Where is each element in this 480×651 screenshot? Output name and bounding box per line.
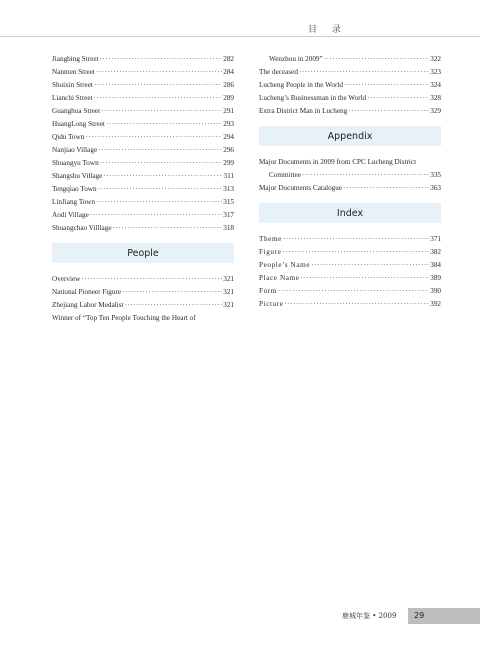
section-heading-people <box>52 243 234 263</box>
dot-leader <box>90 209 222 222</box>
toc-entry[interactable] <box>52 92 234 105</box>
toc-entry[interactable] <box>52 66 234 79</box>
section-heading-index <box>259 203 441 223</box>
toc-entry[interactable] <box>52 183 234 196</box>
toc-entry-label: Wenzhou in 2009” <box>269 55 323 63</box>
dot-leader <box>106 118 222 131</box>
toc-entry-label: Nanjiao Village <box>52 146 98 154</box>
toc-entry-page: 324 <box>430 81 441 89</box>
dot-leader <box>302 169 429 182</box>
dot-leader <box>101 105 222 118</box>
toc-entry-page: 311 <box>223 172 234 180</box>
toc-entry[interactable] <box>259 66 441 79</box>
toc-entry-label: Tengqiao Town <box>52 185 97 193</box>
section-title: Appendix <box>327 130 373 142</box>
toc-entry[interactable] <box>259 79 441 92</box>
toc-entry-label: Place Name <box>259 274 300 282</box>
dot-leader <box>96 196 222 209</box>
dot-leader <box>94 92 223 105</box>
toc-entry-page: 392 <box>430 300 441 308</box>
toc-entry[interactable] <box>52 157 234 170</box>
toc-entry-label: Jiangbing Street <box>52 55 99 63</box>
toc-entry-page: 299 <box>223 159 234 167</box>
dot-leader <box>113 222 223 235</box>
toc-entry[interactable] <box>52 170 234 183</box>
footer-publication: 鹿城年鉴 • 2009 <box>342 612 397 620</box>
toc-entry-page: 382 <box>430 248 441 256</box>
toc-entry-page: 384 <box>430 261 441 269</box>
dot-leader <box>98 183 223 196</box>
toc-entry-page: 390 <box>430 287 441 295</box>
toc-entry-page: 296 <box>223 146 234 154</box>
toc-entry[interactable] <box>259 169 441 182</box>
dot-leader <box>81 273 222 286</box>
dot-leader <box>324 53 430 66</box>
toc-entry[interactable] <box>259 246 441 259</box>
dot-leader <box>124 299 222 312</box>
toc-entry-page: 321 <box>223 275 234 283</box>
dot-leader <box>282 246 429 259</box>
toc-entry-page: 313 <box>223 185 234 193</box>
toc-entry-page: 315 <box>223 198 234 206</box>
toc-entry[interactable] <box>52 222 234 235</box>
toc-entry-page: 284 <box>223 68 234 76</box>
dot-leader <box>94 79 222 92</box>
header-rule <box>0 36 480 37</box>
toc-entry[interactable] <box>52 196 234 209</box>
toc-entry-label: Lucheng People in the World <box>259 81 343 89</box>
dot-leader <box>299 66 429 79</box>
toc-entry-page: 294 <box>223 133 234 141</box>
toc-entry-page: 286 <box>223 81 234 89</box>
toc-entry[interactable] <box>52 299 234 312</box>
toc-entry-page: 322 <box>430 55 441 63</box>
toc-entry[interactable] <box>52 118 234 131</box>
toc-entry[interactable] <box>52 79 234 92</box>
dot-leader <box>285 298 430 311</box>
toc-entry-page: 321 <box>223 288 234 296</box>
toc-entry-label: People’s Name <box>259 261 311 269</box>
toc-entry-label: Major Documents Catalogue <box>259 184 343 192</box>
dot-leader <box>348 105 429 118</box>
toc-entry-page: 291 <box>223 107 234 115</box>
toc-entry[interactable] <box>52 131 234 144</box>
page-number: 29 <box>408 608 480 624</box>
dot-leader <box>96 66 222 79</box>
toc-entry-page: 389 <box>430 274 441 282</box>
left-column <box>52 53 234 325</box>
toc-entry-label: Qidu Town <box>52 133 85 141</box>
toc-entry-label: Lucheng’s Businessman in the World <box>259 94 367 102</box>
toc-entry-text: Winner of “Top Ten People Touching the Heart of <box>52 314 196 322</box>
toc-entry[interactable] <box>52 209 234 222</box>
toc-entry[interactable] <box>259 259 441 272</box>
toc-entry[interactable] <box>259 298 441 311</box>
left-toc-list <box>52 53 234 235</box>
toc-entry[interactable] <box>52 273 234 286</box>
dot-leader <box>278 285 429 298</box>
toc-entry-label: Overview <box>52 275 81 283</box>
toc-entry[interactable] <box>52 144 234 157</box>
toc-entry[interactable] <box>52 286 234 299</box>
toc-entry-page: 328 <box>430 94 441 102</box>
dot-leader <box>343 182 429 195</box>
dot-leader <box>98 144 222 157</box>
dot-leader <box>367 92 429 105</box>
toc-entry-label: Guanghua Street <box>52 107 101 115</box>
dot-leader <box>311 259 429 272</box>
toc-entry[interactable] <box>259 92 441 105</box>
toc-entry-label: Zhejiang Labor Medalist <box>52 301 124 309</box>
toc-entry-label: LinJiang Town <box>52 198 96 206</box>
toc-entry-page: 321 <box>223 301 234 309</box>
toc-entry-page: 318 <box>223 224 234 232</box>
toc-entry[interactable] <box>259 285 441 298</box>
toc-entry[interactable] <box>259 233 441 246</box>
header-title: 目 录 <box>308 25 347 35</box>
toc-entry-label: Theme <box>259 235 282 243</box>
toc-entry-text: Major Documents in 2009 from CPC Lucheng District <box>259 158 417 166</box>
dot-leader <box>85 131 222 144</box>
toc-entry-label: Committee <box>269 171 301 179</box>
dot-leader <box>283 233 429 246</box>
toc-entry-label: Figure <box>259 248 282 256</box>
toc-entry-label: Nanmen Street <box>52 68 95 76</box>
toc-entry-label: Shuangyu Town <box>52 159 99 167</box>
toc-entry[interactable] <box>259 272 441 285</box>
toc-entry-page: 371 <box>430 235 441 243</box>
dot-leader <box>344 79 429 92</box>
dot-leader <box>100 53 223 66</box>
page-footer <box>0 608 480 624</box>
toc-entry-page: 317 <box>223 211 234 219</box>
right-toc-list <box>259 66 441 118</box>
toc-entry-label: National Pioneer Figure <box>52 288 122 296</box>
toc-entry[interactable] <box>259 53 441 66</box>
section-title: People <box>127 247 159 259</box>
toc-entry[interactable] <box>259 105 441 118</box>
section-heading-appendix <box>259 126 441 146</box>
toc-entry-label: Shuangchao Villlage <box>52 224 112 232</box>
toc-entry-page: 282 <box>223 55 234 63</box>
section-title: Index <box>336 207 364 219</box>
toc-entry-label: Picture <box>259 300 284 308</box>
toc-entry-label: Shangshu Village <box>52 172 103 180</box>
index-toc-list <box>259 233 441 311</box>
dot-leader <box>122 286 222 299</box>
toc-entry-page: 363 <box>430 184 441 192</box>
people-toc-list <box>52 273 234 312</box>
dot-leader <box>103 170 222 183</box>
toc-entry-page: 289 <box>223 94 234 102</box>
toc-entry[interactable] <box>259 182 441 195</box>
toc-entry-page: 335 <box>430 171 441 179</box>
toc-entry-label: Lianchi Street <box>52 94 93 102</box>
toc-entry[interactable] <box>52 53 234 66</box>
toc-entry-label: Extra District Man in Lucheng <box>259 107 348 115</box>
dot-leader <box>301 272 430 285</box>
toc-entry-page: 323 <box>430 68 441 76</box>
toc-entry-label: Form <box>259 287 277 295</box>
toc-entry-label: The deceased <box>259 68 298 76</box>
toc-entry-page: 329 <box>430 107 441 115</box>
toc-entry-label: Aodi Village <box>52 211 89 219</box>
toc-entry[interactable] <box>52 105 234 118</box>
toc-entry-label: HuangLong Street <box>52 120 105 128</box>
toc-entry-page: 293 <box>223 120 234 128</box>
right-column <box>259 53 441 311</box>
dot-leader <box>100 157 223 170</box>
toc-entry-label: Shuixin Street <box>52 81 93 89</box>
